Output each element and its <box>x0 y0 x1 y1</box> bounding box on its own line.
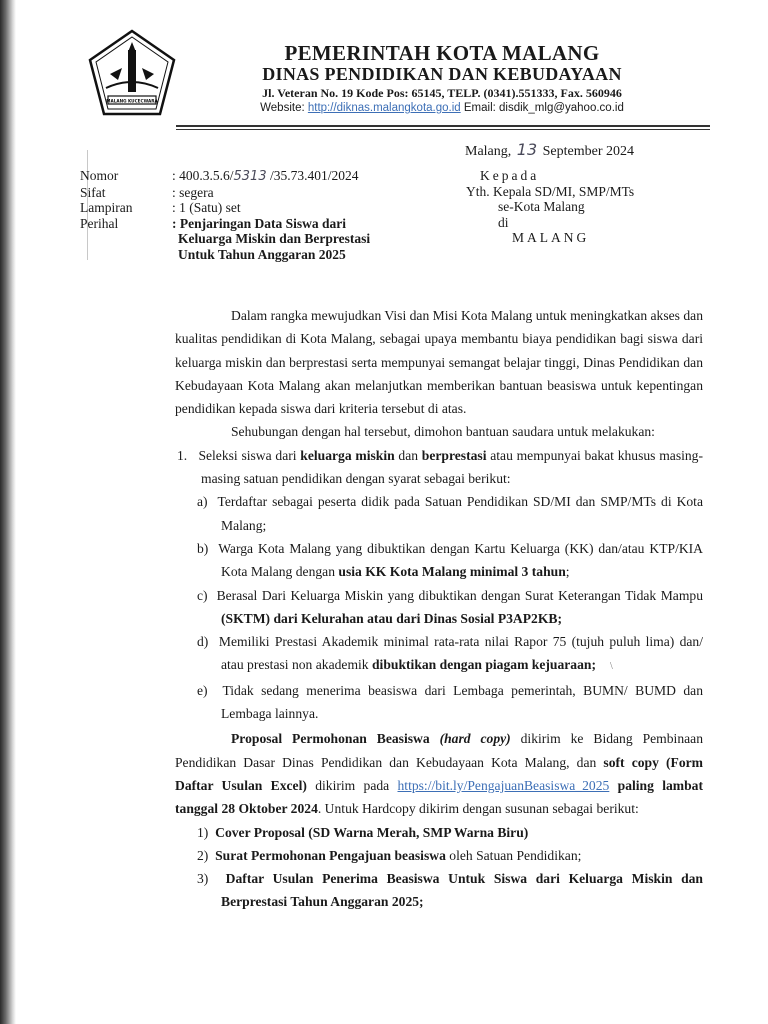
list-item-1: 1. Seleksi siswa dari keluarga miskin dan berprestasi atau mempunyai bakat khusus masing-masing satuan pendidikan dengan syarat sebagai berikut: <box>177 447 704 487</box>
letter-body <box>175 304 703 914</box>
svg-text:MALANG KUCECWARA: MALANG KUCECWARA <box>106 98 158 104</box>
kepada-label: Kepada <box>480 168 540 183</box>
letterhead <box>196 42 688 115</box>
nomor-value: : 400.3.5.6/5313 /35.73.401/2024 <box>172 168 359 184</box>
criteria-e: e) Tidak sedang menerima beasiswa dari Lembaga pemerintah, BUMN/ BUMD dan Lembaga lainnya. <box>197 682 703 722</box>
letter-date <box>465 140 634 160</box>
hardcopy-item-2: 2) Surat Permohonan Pengajuan beasiswa oleh Satuan Pendidikan; <box>197 847 582 863</box>
website-link[interactable]: http://diknas.malangkota.go.id <box>307 102 461 114</box>
letterhead-rule-thick <box>176 125 710 127</box>
lampiran-value: : 1 (Satu) set <box>172 200 241 215</box>
scan-left-edge <box>0 0 16 1024</box>
nomor-label: Nomor <box>80 168 119 183</box>
letter-meta <box>80 168 408 262</box>
department-name: DINAS PENDIDIKAN DAN KEBUDAYAAN <box>262 64 622 84</box>
city-emblem-logo <box>86 28 178 120</box>
website-label: Website: <box>260 102 308 114</box>
lampiran-label: Lampiran <box>80 200 133 215</box>
paragraph-request: Sehubungan dengan hal tersebut, dimohon bantuan saudara untuk melakukan: <box>231 424 655 440</box>
pen-mark: \ <box>610 661 613 673</box>
addressee-region: se-Kota Malang <box>498 199 585 214</box>
sifat-value: : segera <box>172 184 214 200</box>
criteria-a: a) Terdaftar sebagai peserta didik pada Satuan Pendidikan SD/MI dan SMP/MTs di Kota Malang; <box>197 494 703 533</box>
sifat-label: Sifat <box>80 184 106 200</box>
nomor-handwritten: 5313 <box>233 169 267 184</box>
addressee-city: MALANG <box>512 230 590 245</box>
hardcopy-item-1: 1) Cover Proposal (SD Warna Merah, SMP Warna Biru) <box>197 824 529 840</box>
date-month-year: September 2024 <box>542 144 634 159</box>
addressee-yth: Yth. Kepala SD/MI, SMP/MTs <box>466 183 635 199</box>
perihal-label: Perihal <box>80 215 119 231</box>
criteria-c: c) Berasal Dari Keluarga Miskin yang dibuktikan dengan Surat Keterangan Tidak Mampu (SKTM) dari Kelurahan atau dari Dinas Sosial P3AP2KB; <box>197 587 703 626</box>
paragraph-proposal: Proposal Permohonan Beasiswa (hard copy) dikirim ke Bidang Pembinaan Pendidikan Dasar Dinas Pendidikan dan Kebudayaan Kota Malang, dan soft copy (Form Daftar Usulan Excel) dikirim pada https://bit.ly/PengajuanBeasiswa_2025 paling lambat tanggal 28 Oktober 2024. Untuk Hardcopy dikirim dengan susunan sebagai berikut: <box>175 731 703 817</box>
submission-link[interactable]: https://bit.ly/PengajuanBeasiswa_2025 <box>397 777 610 793</box>
contact-line <box>196 101 688 115</box>
government-name: PEMERINTAH KOTA MALANG <box>284 41 600 65</box>
date-city: Malang, <box>465 144 512 159</box>
hardcopy-item-3: 3) Daftar Usulan Penerima Beasiswa Untuk Siswa dari Keluarga Miskin dan Berprestasi Tahun Anggaran 2025; <box>197 871 703 910</box>
addressee-block <box>466 168 634 246</box>
perihal-value: : Penjaringan Data Siswa dari Keluarga Miskin dan Berprestasi Untuk Tahun Anggaran 2025 <box>172 215 371 262</box>
office-address: Jl. Veteran No. 19 Kode Pos: 65145, TELP. (0341).551333, Fax. 560946 <box>262 86 622 100</box>
addressee-di: di <box>498 214 509 230</box>
letterhead-rule-thin <box>176 129 710 130</box>
criteria-b: b) Warga Kota Malang yang dibuktikan dengan Kartu Keluarga (KK) dan/atau KTP/KIA Kota Malang dengan usia KK Kota Malang minimal 3 tahun; <box>197 540 704 580</box>
date-day-handwritten: 13 <box>516 140 538 159</box>
paragraph-intro: Dalam rangka mewujudkan Visi dan Misi Kota Malang untuk meningkatkan akses dan kualitas pendidikan di Kota Malang, sebagai upaya membantu biaya pendidikan bagi siswa dari keluarga miskin dan berprestasi serta mempunyai semangat belajar tinggi, Dinas Pendidikan dan Kebudayaan Kota Malang akan melanjutkan memberikan bantuan beasiswa untuk kepentingan pendidikan kepada siswa dari kriteria tersebut di atas. <box>175 308 703 417</box>
criteria-d: d) Memiliki Prestasi Akademik minimal rata-rata nilai Rapor 75 (tujuh puluh lima) dan/ atau prestasi non akademik dibuktikan dengan piagam kejuaraan; \ <box>197 634 703 673</box>
email-text: Email: disdik_mlg@yahoo.co.id <box>460 102 624 114</box>
